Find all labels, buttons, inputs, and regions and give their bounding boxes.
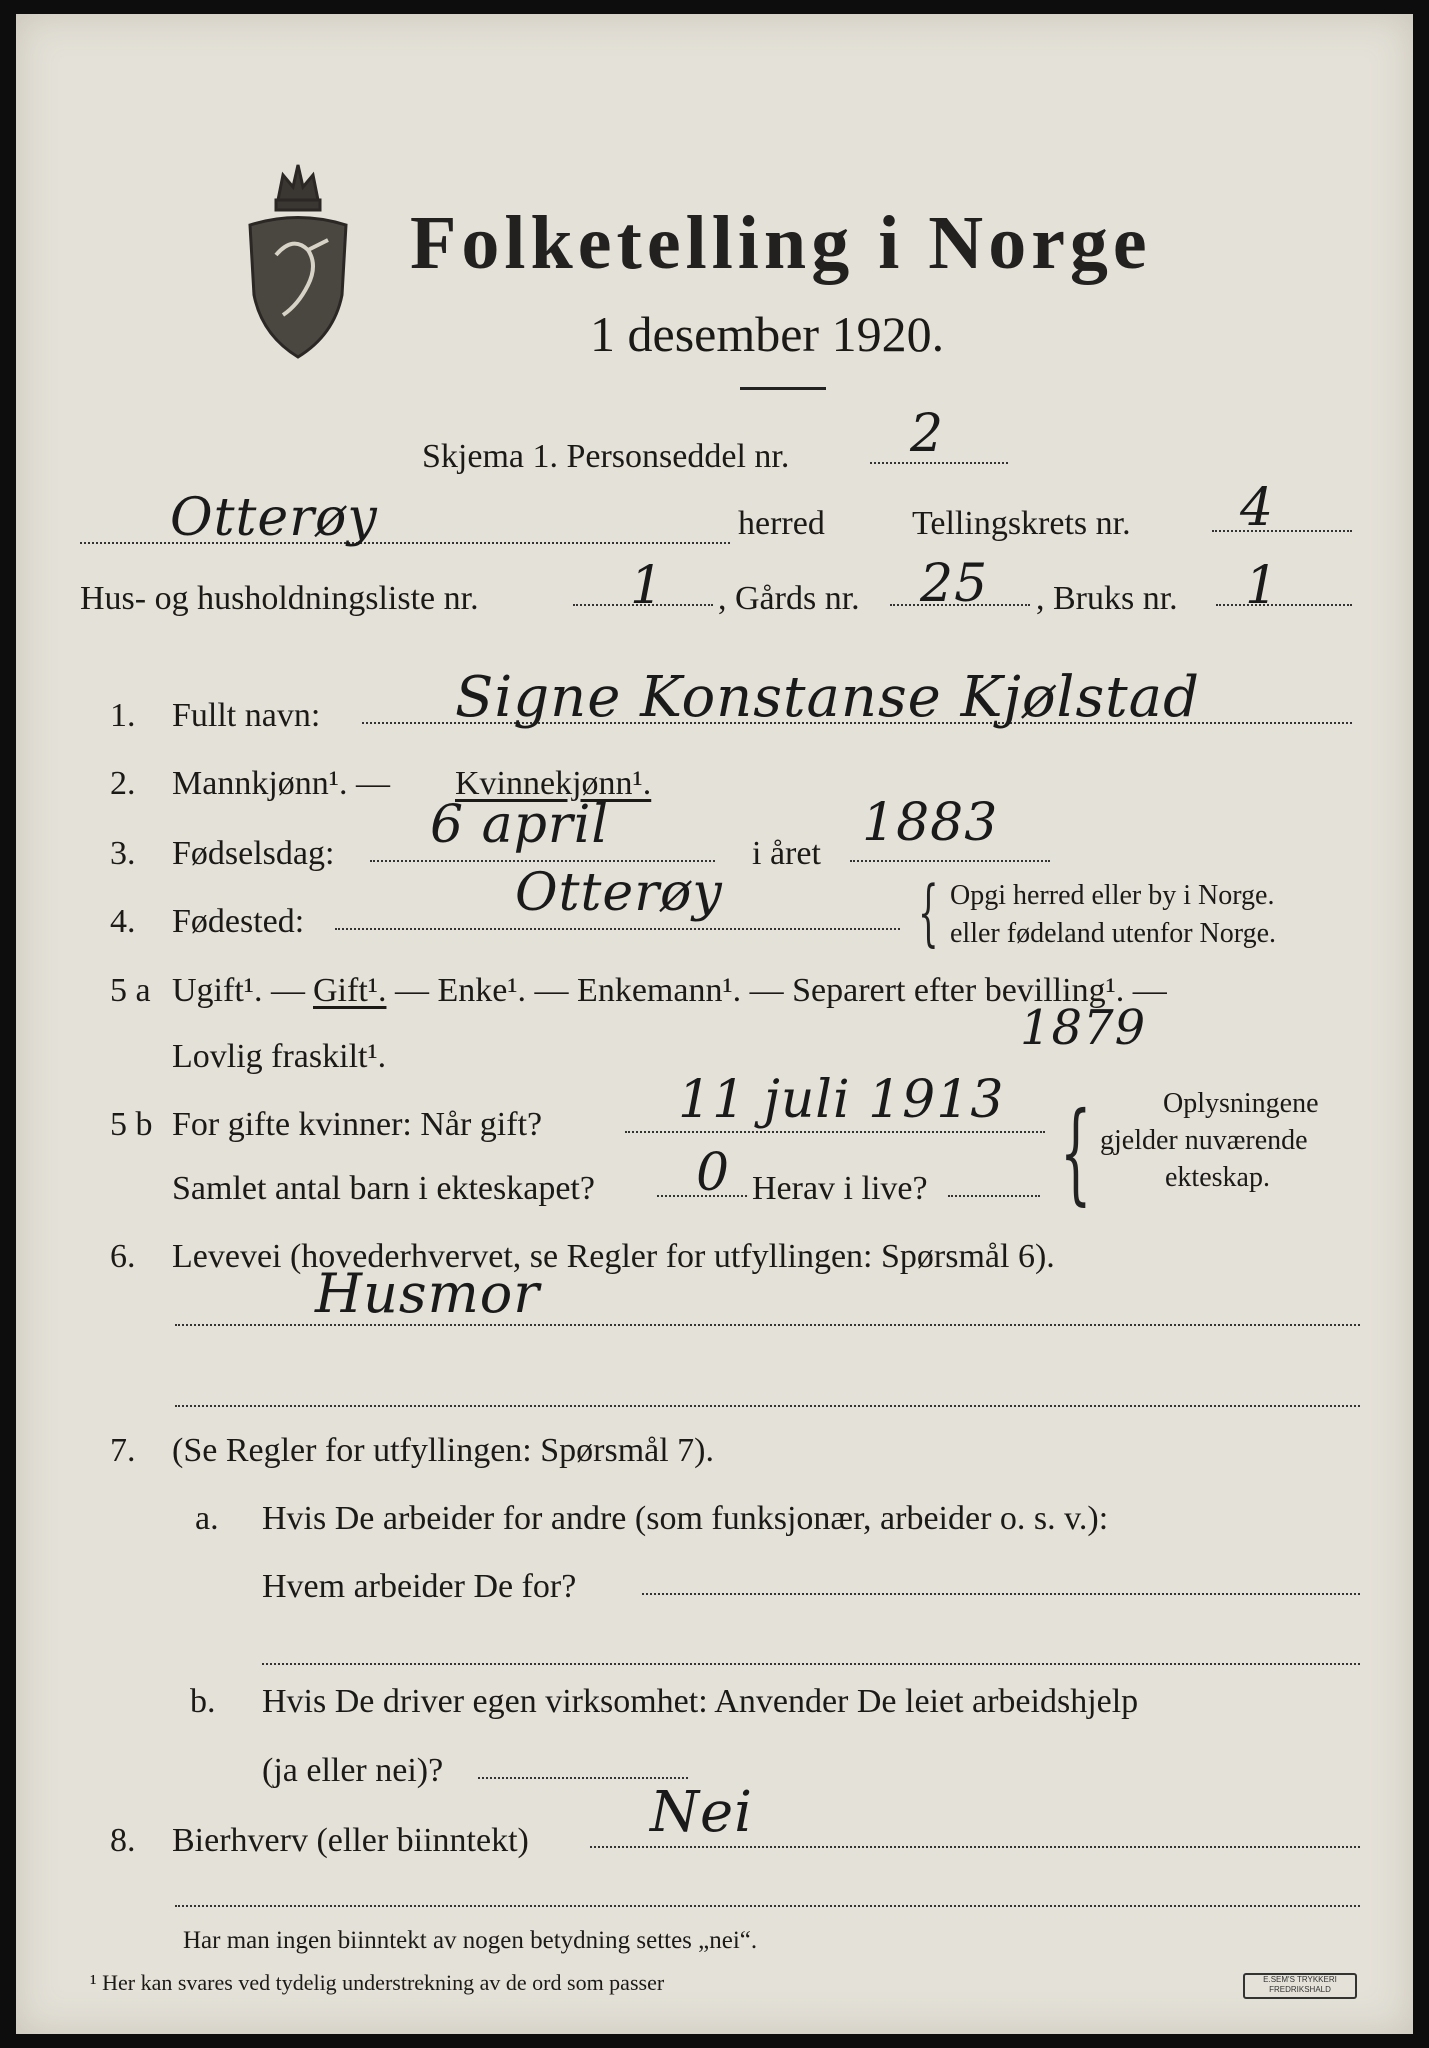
q8-value: Nei: [650, 1780, 754, 1845]
q7b-line: [478, 1777, 688, 1779]
footnote: ¹ Her kan svares ved tydelig understrekning av de ord som passer: [90, 1970, 665, 1995]
q5b-barn-label: Samlet antal barn i ekteskapet?: [172, 1170, 595, 1207]
q3-birthday: 6 april: [430, 795, 610, 855]
q5b-number: 5 b: [110, 1106, 153, 1143]
q7-label: (Se Regler for utfyllingen: Spørsmål 7).: [172, 1432, 715, 1469]
q3-line: [370, 860, 715, 862]
bruks-label: , Bruks nr.: [1036, 580, 1178, 617]
q4-label: Fødested:: [172, 903, 305, 940]
q2-female-selected: Kvinnekjønn¹.: [455, 765, 652, 802]
tellingskrets-line: [1212, 530, 1352, 532]
bruks-number: 1: [1245, 556, 1280, 616]
q7b-text: Hvis De driver egen virksomhet: Anvender De leiet arbeidshjelp: [262, 1683, 1139, 1720]
q6-label: Levevei (hovederhvervet, se Regler for utfyllingen: Spørsmål 6).: [172, 1238, 1055, 1275]
q7a-text: Hvis De arbeider for andre (som funksjonær, arbeider o. s. v.):: [262, 1500, 1109, 1537]
q8-number: 8.: [110, 1822, 136, 1859]
q8-line: [590, 1846, 1360, 1848]
q6-line-2: [175, 1405, 1360, 1407]
q5b-note-1: Oplysningene: [1163, 1088, 1319, 1119]
q5a-year-annotation: 1879: [1020, 1000, 1147, 1056]
gards-number: 25: [920, 554, 989, 614]
personseddel-number: 2: [910, 404, 945, 464]
q6-number: 6.: [110, 1238, 136, 1275]
q1-number: 1.: [110, 697, 136, 734]
gards-label: , Gårds nr.: [718, 580, 860, 617]
q2-number: 2.: [110, 765, 136, 802]
q5b-brace: {: [1060, 1088, 1092, 1216]
q4-note-1: Opgi herred eller by i Norge.: [950, 880, 1275, 911]
bruks-line: [1216, 604, 1352, 606]
tellingskrets-label: Tellingskrets nr.: [912, 505, 1131, 542]
q4-birthplace: Otterøy: [515, 863, 723, 923]
q7a-letter: a.: [195, 1500, 219, 1537]
q5b-label: For gifte kvinner: Når gift?: [172, 1106, 543, 1143]
printer-stamp-line1: E.SEM'S TRYKKERI: [1263, 1975, 1337, 1984]
printer-stamp: [1243, 1973, 1357, 1999]
q5a-other-options: — Enke¹. — Enkemann¹. — Separert efter bevilling¹. —: [395, 972, 1167, 1009]
q8-label: Bierhverv (eller biinntekt): [172, 1822, 529, 1859]
hus-label: Hus- og husholdningsliste nr.: [80, 580, 479, 617]
q4-note-2: eller fødeland utenfor Norge.: [950, 918, 1277, 949]
skjema-label: Skjema 1. Personseddel nr.: [422, 438, 790, 475]
q3-year-label: i året: [752, 835, 821, 872]
census-date: 1 desember 1920.: [590, 306, 945, 362]
q5a-gift-selected: Gift¹.: [313, 972, 387, 1009]
q3-number: 3.: [110, 835, 136, 872]
q5b-note-2: gjelder nuværende: [1100, 1125, 1308, 1156]
coat-of-arms-icon: [238, 145, 358, 365]
q5b-barn-value: 0: [696, 1143, 731, 1203]
q7b-letter: b.: [190, 1683, 216, 1720]
q5b-ilive-label: Herav i live?: [752, 1170, 928, 1207]
form-title: Folketelling i Norge: [410, 201, 1152, 285]
q7-number: 7.: [110, 1432, 136, 1469]
q7b-line2: (ja eller nei)?: [262, 1752, 444, 1789]
q5b-ilive-line: [948, 1195, 1040, 1197]
q5b-line: [625, 1131, 1045, 1133]
footer-note: Har man ingen biinntekt av nogen betydning settes „nei“.: [183, 1927, 758, 1954]
q1-full-name: Signe Konstanse Kjølstad: [455, 665, 1200, 730]
q3-birth-year: 1883: [862, 793, 999, 853]
title-divider: [740, 387, 826, 390]
herred-label: herred: [738, 505, 825, 542]
q5b-married-date: 11 juli 1913: [678, 1070, 1005, 1130]
q4-line: [335, 928, 900, 930]
q4-number: 4.: [110, 903, 136, 940]
q5a-ugift: Ugift¹. —: [172, 972, 305, 1009]
q5b-note-3: ekteskap.: [1165, 1162, 1270, 1193]
q3-year-line: [850, 860, 1050, 862]
q5a-number: 5 a: [110, 972, 151, 1009]
q7a-line: [642, 1593, 1360, 1595]
q7a-line2: Hvem arbeider De for?: [262, 1568, 577, 1605]
tellingskrets-number: 4: [1240, 478, 1275, 538]
q1-label: Fullt navn:: [172, 697, 321, 734]
hus-number: 1: [630, 556, 665, 616]
q2-male: Mannkjønn¹. —: [172, 765, 390, 802]
q5a-line2: Lovlig fraskilt¹.: [172, 1038, 387, 1075]
q7a-line-2: [262, 1663, 1360, 1665]
printer-stamp-line2: FREDRIKSHALD: [1269, 1985, 1331, 1994]
q6-occupation: Husmor: [315, 1262, 541, 1325]
q8-line-2: [175, 1905, 1360, 1907]
q4-brace: {: [918, 870, 939, 954]
q3-label: Fødselsdag:: [172, 835, 335, 872]
herred-value: Otterøy: [170, 488, 378, 548]
